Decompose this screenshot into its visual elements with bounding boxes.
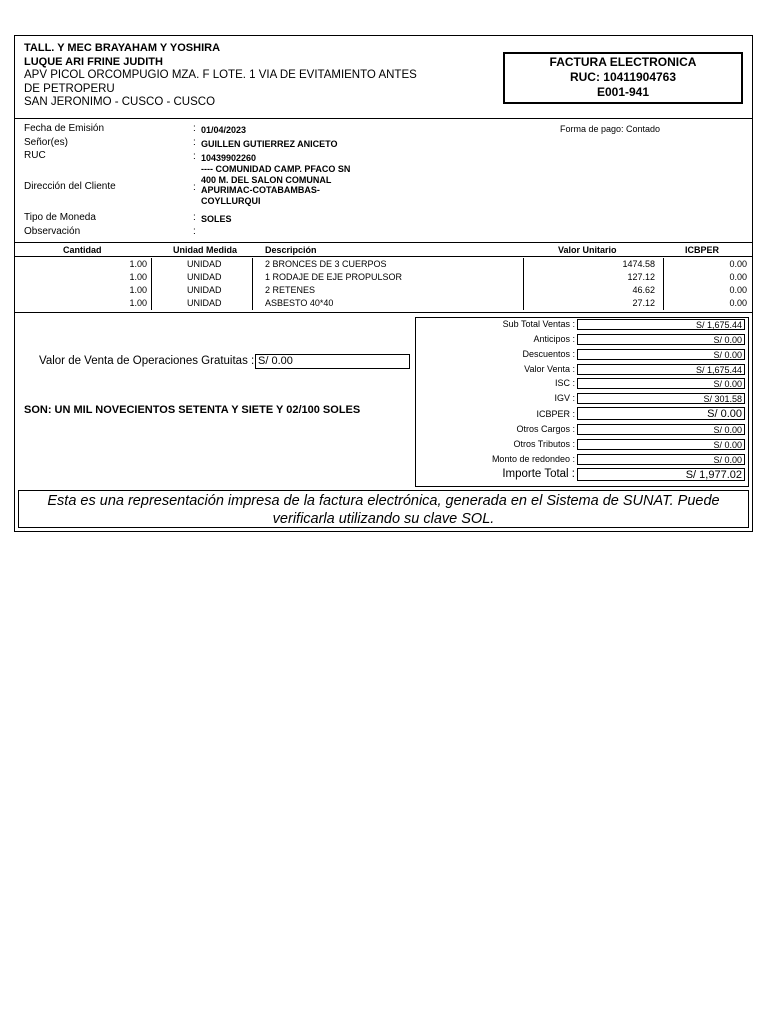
- total-label: IGV :: [554, 393, 575, 403]
- header-divider: [15, 118, 752, 119]
- senor-colon: :: [193, 137, 196, 148]
- invoice-id-box: [503, 52, 743, 104]
- ruc-value: 10439902260: [201, 153, 257, 163]
- cell-descripcion: 2 BRONCES DE 3 CUERPOS: [265, 259, 387, 269]
- moneda-label: Tipo de Moneda: [24, 212, 96, 223]
- importe-total-value: S/ 1,977.02: [577, 468, 745, 481]
- total-label: ISC :: [554, 378, 575, 388]
- footer-notice: [18, 490, 749, 528]
- invoice-number: E001-941: [596, 85, 650, 99]
- fecha-value: 01/04/2023: [201, 125, 247, 135]
- col-header-unidad: Unidad Medida: [173, 245, 238, 255]
- col-divider: [663, 258, 664, 310]
- total-label: Valor Venta :: [524, 364, 575, 374]
- total-value: S/ 1,675.44: [577, 364, 745, 375]
- cell-cantidad: 1.00: [129, 272, 147, 282]
- total-label: Descuentos :: [522, 349, 575, 359]
- total-value: S/ 0.00: [577, 424, 745, 435]
- total-value: S/ 0.00: [577, 454, 745, 465]
- ruc-colon: :: [193, 151, 196, 162]
- total-value: S/ 1,675.44: [577, 319, 745, 330]
- issuer-address-line1: APV PICOL ORCOMPUGIO MZA. F LOTE. 1 VIA DE EVITAMIENTO ANTES: [24, 69, 417, 81]
- total-value: S/ 301.58: [577, 393, 745, 404]
- cell-valor-unitario: 27.12: [632, 298, 655, 308]
- ruc-label: RUC: [24, 150, 46, 161]
- table-top-border: [15, 242, 752, 243]
- cell-descripcion: ASBESTO 40*40: [265, 298, 334, 308]
- observacion-label: Observación: [24, 226, 81, 237]
- cell-unidad: UNIDAD: [187, 298, 222, 308]
- importe-total-label: Importe Total :: [502, 468, 575, 480]
- direccion-line: COYLLURQUI: [201, 195, 261, 206]
- col-divider: [252, 258, 253, 310]
- cell-valor-unitario: 127.12: [627, 272, 655, 282]
- gratuitas-label: Valor de Venta de Operaciones Gratuitas :: [39, 355, 255, 367]
- col-header-valor-unitario: Valor Unitario: [558, 245, 617, 255]
- invoice-document: [14, 35, 753, 532]
- col-header-descripcion: Descripción: [265, 245, 317, 255]
- total-value: S/ 0.00: [577, 349, 745, 360]
- invoice-title: FACTURA ELECTRONICA: [549, 55, 697, 69]
- table-header-divider: [15, 256, 752, 257]
- total-value: S/ 0.00: [577, 407, 745, 420]
- forma-pago: Forma de pago: Contado: [560, 124, 661, 134]
- total-label: Monto de redondeo :: [491, 454, 575, 464]
- col-divider: [523, 258, 524, 310]
- cell-descripcion: 1 RODAJE DE EJE PROPULSOR: [265, 272, 403, 282]
- issuer-name-line1: TALL. Y MEC BRAYAHAM Y YOSHIRA: [24, 42, 221, 54]
- senor-value: GUILLEN GUTIERREZ ANICETO: [201, 139, 338, 149]
- footer-line1: Esta es una representación impresa de la factura electrónica, generada en el Sistema de SUNAT. Puede: [47, 493, 720, 509]
- total-label: Anticipos :: [533, 334, 575, 344]
- total-label: Otros Cargos :: [516, 424, 575, 434]
- cell-icbper: 0.00: [729, 298, 747, 308]
- direccion-line: APURIMAC-COTABAMBAS-: [201, 185, 320, 195]
- total-label: ICBPER :: [536, 409, 575, 419]
- fecha-colon: :: [193, 123, 196, 134]
- direccion-line: ---- COMUNIDAD CAMP. PFACO SN: [201, 164, 351, 174]
- moneda-value: SOLES: [201, 214, 232, 224]
- direccion-colon: :: [193, 182, 196, 193]
- issuer-name-line2: LUQUE ARI FRINE JUDITH: [24, 55, 163, 68]
- moneda-colon: :: [193, 212, 196, 223]
- fecha-label: Fecha de Emisión: [24, 123, 105, 134]
- cell-unidad: UNIDAD: [187, 272, 222, 282]
- cell-valor-unitario: 1474.58: [622, 259, 655, 269]
- cell-cantidad: 1.00: [129, 259, 147, 269]
- cell-icbper: 0.00: [729, 259, 747, 269]
- col-header-cantidad: Cantidad: [63, 245, 102, 255]
- cell-descripcion: 2 RETENES: [265, 285, 316, 295]
- cell-unidad: UNIDAD: [187, 259, 222, 269]
- total-value: S/ 0.00: [577, 334, 745, 345]
- cell-icbper: 0.00: [729, 272, 747, 282]
- total-value: S/ 0.00: [577, 378, 745, 389]
- invoice-ruc: RUC: 10411904763: [569, 70, 677, 84]
- gratuitas-value: S/ 0.00: [255, 354, 410, 369]
- direccion-value: [201, 164, 350, 206]
- issuer-address-line3: SAN JERONIMO - CUSCO - CUSCO: [24, 96, 216, 108]
- cell-cantidad: 1.00: [129, 298, 147, 308]
- col-header-icbper: ICBPER: [685, 245, 720, 255]
- col-divider: [151, 258, 152, 310]
- direccion-label: Dirección del Cliente: [24, 181, 116, 192]
- cell-valor-unitario: 46.62: [632, 285, 655, 295]
- direccion-line: 400 M. DEL SALON COMUNAL: [201, 174, 332, 185]
- total-value: S/ 0.00: [577, 439, 745, 450]
- issuer-address-line2: DE PETROPERU: [24, 82, 115, 95]
- footer-line2: verificarla utilizando su clave SOL.: [272, 511, 495, 527]
- total-label: Otros Tributos :: [513, 439, 575, 449]
- total-label: Sub Total Ventas :: [502, 319, 575, 329]
- table-bottom-border: [15, 312, 752, 313]
- cell-icbper: 0.00: [729, 285, 747, 295]
- cell-cantidad: 1.00: [129, 285, 147, 295]
- senor-label: Señor(es): [24, 137, 68, 148]
- son-amount-words: SON: UN MIL NOVECIENTOS SETENTA Y SIETE Y 02/100 SOLES: [24, 404, 361, 416]
- issuer-block: [24, 42, 417, 110]
- cell-unidad: UNIDAD: [187, 285, 222, 295]
- observacion-colon: :: [193, 226, 196, 237]
